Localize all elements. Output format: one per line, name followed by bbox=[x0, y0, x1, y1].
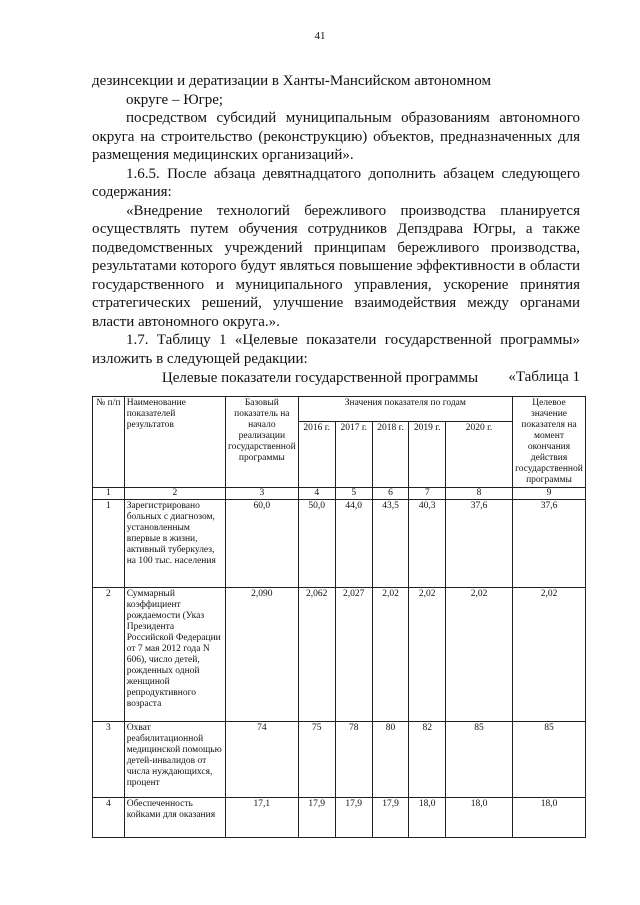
value-2020: 37,6 bbox=[446, 500, 513, 588]
column-index: 2 bbox=[124, 488, 225, 500]
value-2019: 18,0 bbox=[409, 798, 446, 838]
value-2018: 17,9 bbox=[372, 798, 409, 838]
table-caption-label: «Таблица 1 bbox=[508, 369, 580, 385]
base-value: 2,090 bbox=[226, 588, 299, 722]
value-2018: 43,5 bbox=[372, 500, 409, 588]
header-year: 2017 г. bbox=[335, 422, 372, 488]
column-index: 1 bbox=[93, 488, 125, 500]
column-index: 8 bbox=[446, 488, 513, 500]
value-2016: 17,9 bbox=[298, 798, 335, 838]
value-2020: 2,02 bbox=[446, 588, 513, 722]
column-index-row bbox=[93, 488, 586, 500]
header-no: № п/п bbox=[93, 397, 125, 488]
targets-table bbox=[92, 396, 586, 838]
value-2020: 18,0 bbox=[446, 798, 513, 838]
paragraph-5: «Внедрение технологий бережливого производства планируется осуществлять путем обучения сотрудников Депздрава Югры, а также подведомственных учреждений принципам бережливого производства, результатами которого будут являться повышение эффективности в области государственного и муниципального управления, ускорение принятия стратегических решений, улучшение взаимодействия между органами власти автономного округа.». bbox=[92, 202, 580, 330]
target-value: 37,6 bbox=[513, 500, 586, 588]
column-index: 3 bbox=[226, 488, 299, 500]
value-2019: 82 bbox=[409, 722, 446, 798]
column-index: 6 bbox=[372, 488, 409, 500]
header-year: 2019 г. bbox=[409, 422, 446, 488]
base-value: 60,0 bbox=[226, 500, 299, 588]
value-2017: 44,0 bbox=[335, 500, 372, 588]
header-base: Базовый показатель на начало реализации государственной программы bbox=[226, 397, 299, 488]
header-year: 2020 г. bbox=[446, 422, 513, 488]
value-2016: 2,062 bbox=[298, 588, 335, 722]
page-number: 41 bbox=[314, 30, 326, 42]
table-row bbox=[93, 500, 586, 588]
row-number: 3 bbox=[93, 722, 125, 798]
row-number: 1 bbox=[93, 500, 125, 588]
indicator-name: Охват реабилитационной медицинской помощью детей-инвалидов от числа нуждающихся, процент bbox=[124, 722, 225, 798]
indicator-name: Обеспеченность койками для оказания bbox=[124, 798, 225, 838]
value-2019: 40,3 bbox=[409, 500, 446, 588]
column-index: 9 bbox=[513, 488, 586, 500]
target-value: 85 bbox=[513, 722, 586, 798]
header-name: Наименование показателей результатов bbox=[124, 397, 225, 488]
row-number: 4 bbox=[93, 798, 125, 838]
table-row bbox=[93, 722, 586, 798]
column-index: 7 bbox=[409, 488, 446, 500]
table-title: Целевые показатели государственной программы bbox=[161, 370, 479, 386]
value-2017: 78 bbox=[335, 722, 372, 798]
target-value: 18,0 bbox=[513, 798, 586, 838]
value-2017: 2,027 bbox=[335, 588, 372, 722]
value-2020: 85 bbox=[446, 722, 513, 798]
header-year: 2016 г. bbox=[298, 422, 335, 488]
value-2016: 50,0 bbox=[298, 500, 335, 588]
column-index: 5 bbox=[335, 488, 372, 500]
value-2017: 17,9 bbox=[335, 798, 372, 838]
paragraph-4: 1.6.5. После абзаца девятнадцатого дополнить абзацем следующего содержания: bbox=[92, 165, 580, 200]
column-index: 4 bbox=[298, 488, 335, 500]
paragraph-1: дезинсекции и дератизации в Ханты-Мансийском автономном bbox=[92, 73, 491, 89]
target-value: 2,02 bbox=[513, 588, 586, 722]
base-value: 74 bbox=[226, 722, 299, 798]
paragraph-2: округе – Югре; bbox=[126, 91, 224, 108]
header-target: Целевое значение показателя на момент окончания действия государственной программы bbox=[513, 397, 586, 488]
row-number: 2 bbox=[93, 588, 125, 722]
paragraph-3: посредством субсидий муниципальным образованиям автономного округа на строительство (реконструкцию) объектов, предназначенных для размещения медицинских организаций». bbox=[92, 110, 580, 163]
value-2018: 2,02 bbox=[372, 588, 409, 722]
value-2018: 80 bbox=[372, 722, 409, 798]
value-2016: 75 bbox=[298, 722, 335, 798]
value-2019: 2,02 bbox=[409, 588, 446, 722]
table-row bbox=[93, 588, 586, 722]
body-text bbox=[92, 72, 580, 387]
table-row bbox=[93, 798, 586, 838]
indicator-name: Зарегистрировано больных с диагнозом, установленным впервые в жизни, активный туберкулез, на 100 тыс. населения bbox=[124, 500, 225, 588]
header-years-group: Значения показателя по годам bbox=[298, 397, 512, 422]
paragraph-6: 1.7. Таблицу 1 «Целевые показатели государственной программы» изложить в следующей редакции: bbox=[92, 332, 580, 367]
header-year: 2018 г. bbox=[372, 422, 409, 488]
base-value: 17,1 bbox=[226, 798, 299, 838]
indicator-name: Суммарный коэффициент рождаемости (Указ Президента Российской Федерации от 7 мая 2012 года N 606), число детей, рожденных одной женщиной репродуктивного возраста bbox=[124, 588, 225, 722]
